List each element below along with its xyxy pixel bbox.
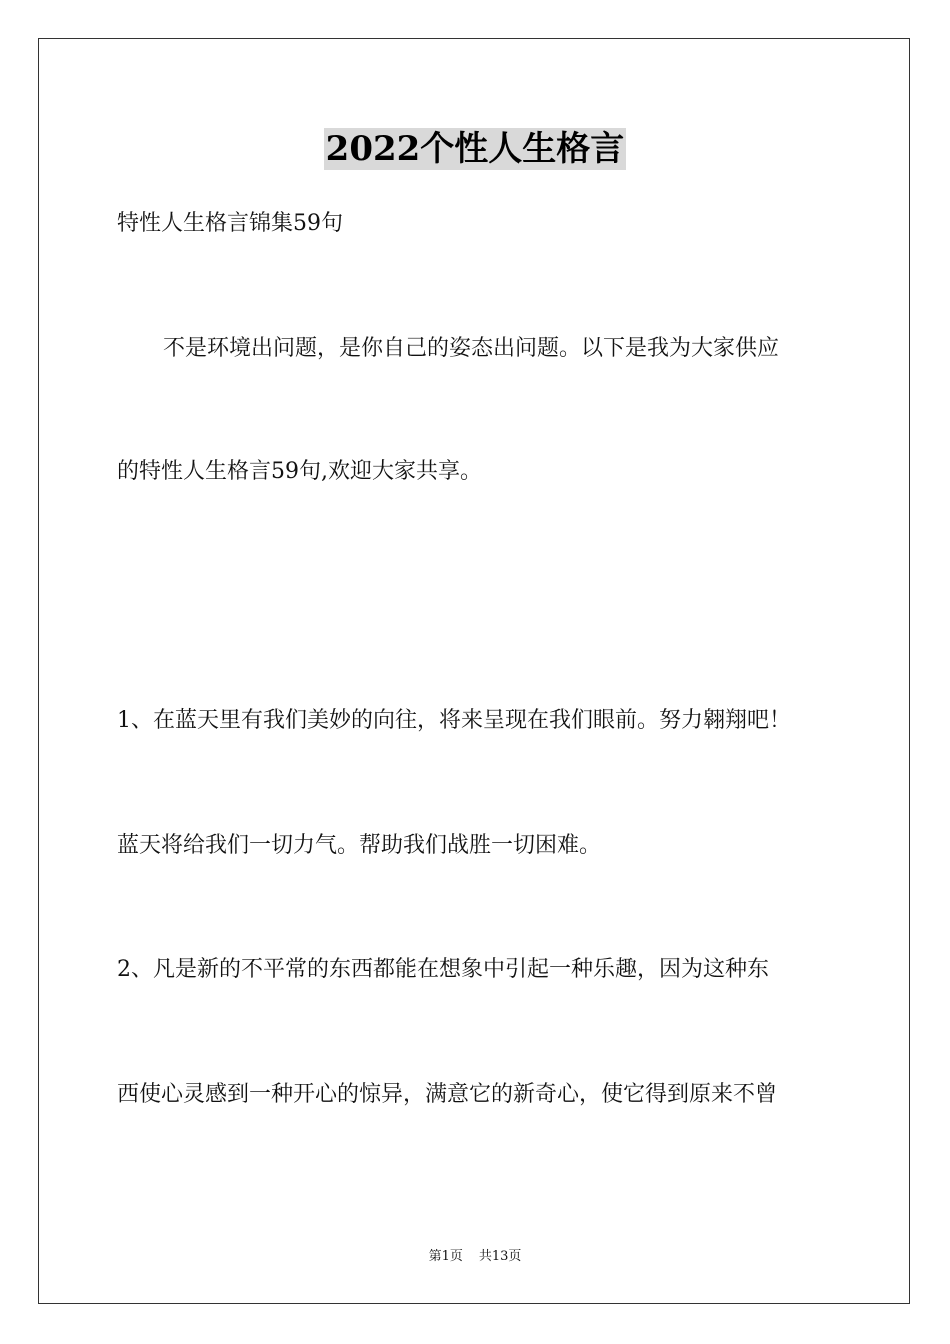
page-total: 共13页 [478,1249,522,1264]
page-number: 第1页 [428,1249,463,1264]
document-subtitle: 特性人生格言锦集59句 [117,211,343,236]
page-footer [0,1248,950,1266]
paragraph-line-3: 1、在蓝天里有我们美妙的向往，将来呈现在我们眼前。努力翱翔吧！ [117,708,791,733]
paragraph-line-6: 西使心灵感到一种开心的惊异，满意它的新奇心，使它得到原来不曾 [117,1082,778,1107]
paragraph-line-5: 2、凡是新的不平常的东西都能在想象中引起一种乐趣，因为这种东 [117,957,769,982]
paragraph-line-2: 的特性人生格言59句,欢迎大家共享。 [117,459,482,484]
document-title: 2022个性人生格言 [325,129,625,169]
title-container [0,128,950,170]
paragraph-line-1: 不是环境出问题，是你自己的姿态出问题。以下是我为大家供应 [163,336,780,361]
paragraph-line-4: 蓝天将给我们一切力气。帮助我们战胜一切困难。 [117,833,602,858]
